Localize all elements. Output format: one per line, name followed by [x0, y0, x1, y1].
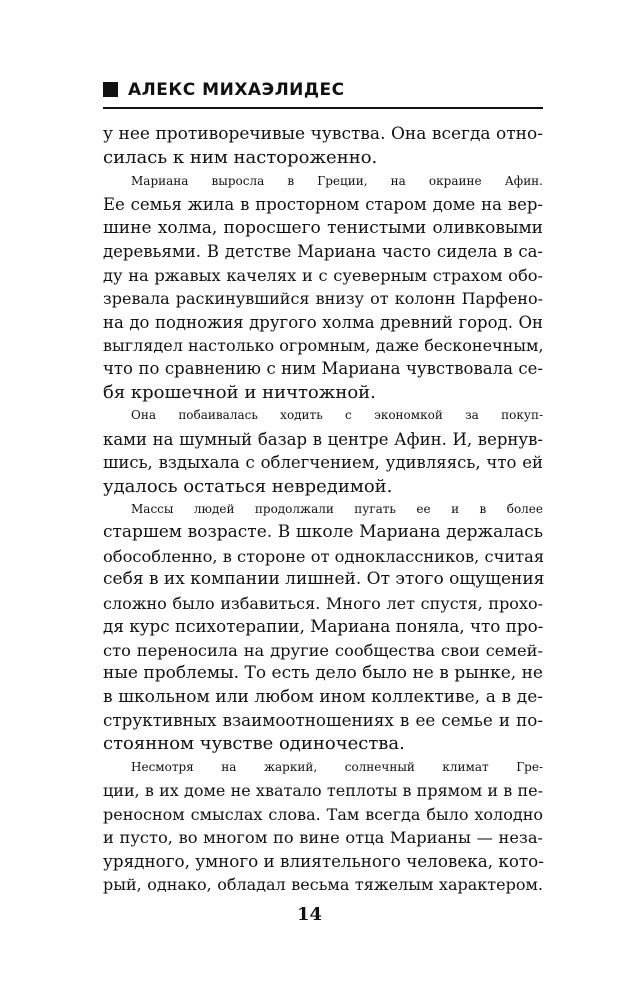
text-line: себя в их компании лишней. От этого ощущения	[103, 569, 545, 590]
text-line: дя курс психотерапии, Мариана поняла, что про-	[103, 616, 544, 637]
text-line: обособленно, в стороне от одноклассников, считая	[103, 546, 545, 566]
text-line: что по сравнению с ним Мариана чувствовала се-	[103, 359, 543, 379]
text-line: структивных взаимоотношениях в ее семье и по-	[103, 709, 543, 730]
body-text	[103, 123, 543, 896]
text-line: бя крошечной и ничтожной.	[103, 381, 376, 403]
text-line: рый, однако, обладал весьма тяжелым характером.	[103, 875, 543, 894]
text-line: ции, в их доме не хватало теплоты в прямом и в пе-	[103, 781, 543, 801]
text-line: шине холма, поросшего тенистыми оливковыми	[103, 217, 543, 238]
text-line: в школьном или любом ином коллективе, а в де-	[103, 686, 543, 707]
text-line: Она побаивалась ходить с экономкой за покуп-	[131, 408, 543, 423]
text-line: у нее противоречивые чувства. Она всегда отно-	[103, 124, 543, 144]
text-line: сто переносила на другие сообщества свои семей-	[103, 640, 543, 660]
text-line: на до подножия другого холма древний город. Он	[103, 312, 543, 332]
text-line: урядного, умного и влиятельного человека, кото-	[103, 850, 544, 871]
running-header	[103, 80, 543, 109]
text-line: и пусто, во многом по вине отца Марианы — неза-	[103, 828, 543, 848]
text-line: Несмотря на жаркий, солнечный климат Гре-	[131, 759, 543, 774]
text-line: зревала раскинувшийся внизу от колонн Парфено-	[103, 289, 543, 309]
text-line: Ее семья жила в просторном старом доме на вер-	[103, 195, 543, 215]
text-line: удалось остаться невредимой.	[103, 475, 393, 497]
header-square-ornament	[103, 82, 118, 97]
text-line: Массы людей продолжали пугать ее и в более	[131, 502, 543, 516]
text-line: Мариана выросла в Греции, на окраине Афин.	[131, 173, 543, 188]
text-line: выглядел настолько огромным, даже бесконечным,	[103, 335, 544, 355]
text-line: сложно было избавиться. Много лет спустя, прохо-	[103, 593, 543, 613]
author-name: АЛЕКС МИХАЭЛИДЕС	[128, 80, 345, 100]
text-line: деревьями. В детстве Мариана часто сидела в са-	[103, 242, 543, 262]
text-line: ные проблемы. То есть дело было не в рынке, не	[103, 663, 543, 684]
text-line: силась к ним настороженно.	[103, 147, 378, 169]
text-line: ду на ржавых качелях и с суеверным страхом обо-	[103, 265, 543, 285]
text-line: стоянном чувстве одиночества.	[103, 733, 405, 755]
text-line: старшем возрасте. В школе Мариана держалась	[103, 522, 543, 543]
text-line: шись, вздыхала с облегчением, удивляясь, что ей	[103, 453, 543, 473]
text-line: ками на шумный базар в центре Афин. И, вернув-	[103, 429, 543, 449]
text-line: реносном смыслах слова. Там всегда было холодно	[103, 804, 543, 824]
page-number: 14	[296, 904, 323, 925]
